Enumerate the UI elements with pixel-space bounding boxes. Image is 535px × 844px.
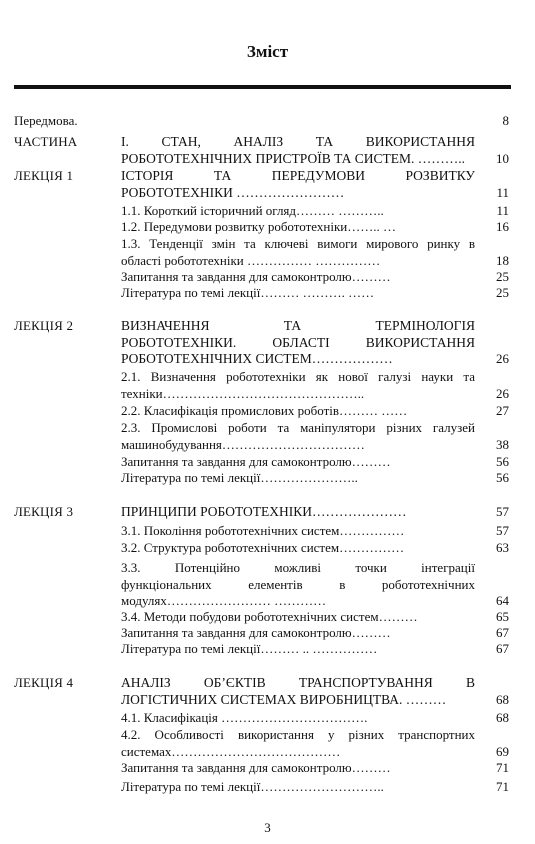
toc-entry-page: 26 [496, 351, 509, 366]
toc-entry-page: 63 [496, 540, 509, 555]
toc-entry-text: 3.3. Потенційно можливі точки інтеграції [121, 560, 475, 575]
toc-entry-page: 8 [502, 113, 509, 128]
toc-entry [0, 727, 535, 760]
toc-entry-page: 69 [496, 743, 509, 759]
toc-entry-page: 67 [496, 641, 509, 656]
toc-entry-page: 10 [496, 150, 509, 166]
toc-entry [0, 470, 535, 487]
toc-entry-text: АНАЛІЗ ОБ’ЄКТІВ ТРАНСПОРТУВАННЯ В [121, 675, 475, 690]
toc-entry-text: РОБОТОТЕХНІКИ. ОБЛАСТІ ВИКОРИСТАННЯ [121, 334, 475, 350]
toc-entry-text: 1.2. Передумови розвитку робототехніки…….. … [121, 219, 396, 234]
toc-entry [0, 236, 535, 269]
toc-entry [0, 403, 535, 420]
toc-entry-text: 4.2. Особливості використання у різних транспортних [121, 727, 475, 742]
toc-entry-page: 71 [496, 779, 509, 794]
toc-entry-text: 2.2. Класифікація промислових роботів……… …… [121, 403, 408, 418]
toc-entry-text: 2.1. Визначення робототехніки як нової галузі науки та [121, 369, 475, 384]
toc-entry [0, 641, 535, 658]
toc-entry [0, 219, 535, 236]
toc-entry-page: 26 [496, 385, 509, 401]
toc-entry-label: ЛЕКЦІЯ 3 [14, 504, 74, 519]
toc-entry-page: 25 [496, 269, 509, 284]
toc-entry [0, 134, 535, 167]
toc-entry [0, 625, 535, 642]
title-divider [14, 85, 511, 89]
toc-entry-text: Запитання та завдання для самоконтролю……… [121, 454, 391, 469]
toc-entry-text: 1.3. Тенденції змін та ключеві вимоги мирового ринку в [121, 236, 475, 251]
toc-entry [0, 318, 535, 368]
toc-entry-page: 27 [496, 403, 509, 418]
toc-entry-page: 67 [496, 625, 509, 640]
toc-entry-text: Література по темі лекції……… .. …………… [121, 641, 378, 656]
toc-entry [0, 710, 535, 727]
toc-entry-page: 11 [496, 184, 509, 200]
toc-entry-page: 57 [496, 523, 509, 538]
toc-entry-text: функціональних елементів в робототехнічних [121, 576, 475, 592]
toc-entry-page: 11 [496, 203, 509, 218]
toc-entry [0, 609, 535, 626]
toc-entry-page: 68 [496, 710, 509, 725]
page-title: Зміст [246, 42, 289, 61]
toc-entry-text: 4.1. Класифікація ……………………………. [121, 710, 368, 725]
toc-entry [0, 285, 535, 302]
toc-entry-text: 3.1. Покоління робототехнічних систем…………… [121, 523, 405, 538]
toc-entry-page: 71 [496, 760, 509, 775]
toc-entry [0, 203, 535, 220]
toc-entry-text: Література по темі лекції……………………….. [121, 779, 384, 794]
toc-entry-text: Література по темі лекції………………….. [121, 470, 358, 485]
toc-entry-text: техніки……………………………………….. [121, 385, 365, 401]
toc-entry-text: 3.4. Методи побудови робототехнічних систем……… [121, 609, 418, 624]
toc-entry-text: 1.1. Короткий історичний огляд……… ……….. [121, 203, 384, 218]
toc-entry-page: 16 [496, 219, 509, 234]
toc-entry-text: ЛОГІСТИЧНИХ СИСТЕМАХ ВИРОБНИЦТВА. ……… [121, 691, 447, 707]
toc-entry [0, 369, 535, 402]
toc-entry-text: модулях…………………… ………… [121, 593, 327, 608]
toc-entry-text: ПРИНЦИПИ РОБОТОТЕХНІКИ………………… [121, 504, 407, 519]
toc-entry [0, 523, 535, 540]
toc-entry-text: області робототехніки …………… …………… [121, 252, 381, 268]
toc-entry-label: ЛЕКЦІЯ 1 [14, 168, 74, 183]
toc-entry [0, 420, 535, 453]
toc-entry-page: 56 [496, 470, 509, 485]
toc-entry-page: 57 [496, 504, 509, 519]
toc-entry-text: ВИЗНАЧЕННЯ ТА ТЕРМІНОЛОГІЯ [121, 318, 475, 333]
toc-entry-page: 56 [496, 454, 509, 469]
toc-entry [0, 168, 535, 201]
toc-entry-page: 64 [496, 593, 509, 608]
toc-entry-page: 25 [496, 285, 509, 300]
toc-entry-text: Передмова. [14, 113, 78, 128]
toc-entry [0, 560, 535, 610]
toc-entry-label: ЛЕКЦІЯ 2 [14, 318, 74, 333]
toc-entry-label: ЛЕКЦІЯ 4 [14, 675, 74, 690]
toc-entry-page: 18 [496, 252, 509, 268]
toc-entry-text: РОБОТОТЕХНІЧНИХ СИСТЕМ……………… [121, 351, 393, 366]
toc-entry-text: 3.2. Структура робототехнічних систем…………… [121, 540, 405, 555]
toc-entry [0, 504, 535, 521]
toc-entry-text: машинобудування…………………………… [121, 436, 365, 452]
toc-entry-page: 65 [496, 609, 509, 624]
toc-entry-text: системах………………………………… [121, 743, 341, 759]
toc-entry-page: 68 [496, 691, 509, 707]
toc-entry [0, 760, 535, 777]
page-number: 3 [264, 820, 271, 835]
toc-entry [0, 540, 535, 557]
toc-entry-text: Запитання та завдання для самоконтролю……… [121, 760, 391, 775]
toc-entry-label: ЧАСТИНА [14, 134, 78, 149]
toc-entry [0, 675, 535, 708]
toc-entry-text: Запитання та завдання для самоконтролю……… [121, 625, 391, 640]
toc-entry [0, 113, 535, 130]
toc-entry-text: Запитання та завдання для самоконтролю……… [121, 269, 391, 284]
toc-entry-text: РОБОТОТЕХНІЧНИХ ПРИСТРОЇВ ТА СИСТЕМ. ……….. [121, 150, 466, 166]
toc-entry-text: ІСТОРІЯ ТА ПЕРЕДУМОВИ РОЗВИТКУ [121, 168, 475, 183]
toc-entry [0, 454, 535, 471]
toc-entry [0, 269, 535, 286]
toc-entry-text: Література по темі лекції……… ………. …… [121, 285, 375, 300]
toc-entry-text: РОБОТОТЕХНІКИ …………………… [121, 184, 345, 200]
toc-entry [0, 779, 535, 796]
toc-entry-text: І. СТАН, АНАЛІЗ ТА ВИКОРИСТАННЯ [121, 134, 475, 149]
toc-entry-page: 38 [496, 436, 509, 452]
toc-entry-text: 2.3. Промислові роботи та маніпулятори різних галузей [121, 420, 475, 435]
